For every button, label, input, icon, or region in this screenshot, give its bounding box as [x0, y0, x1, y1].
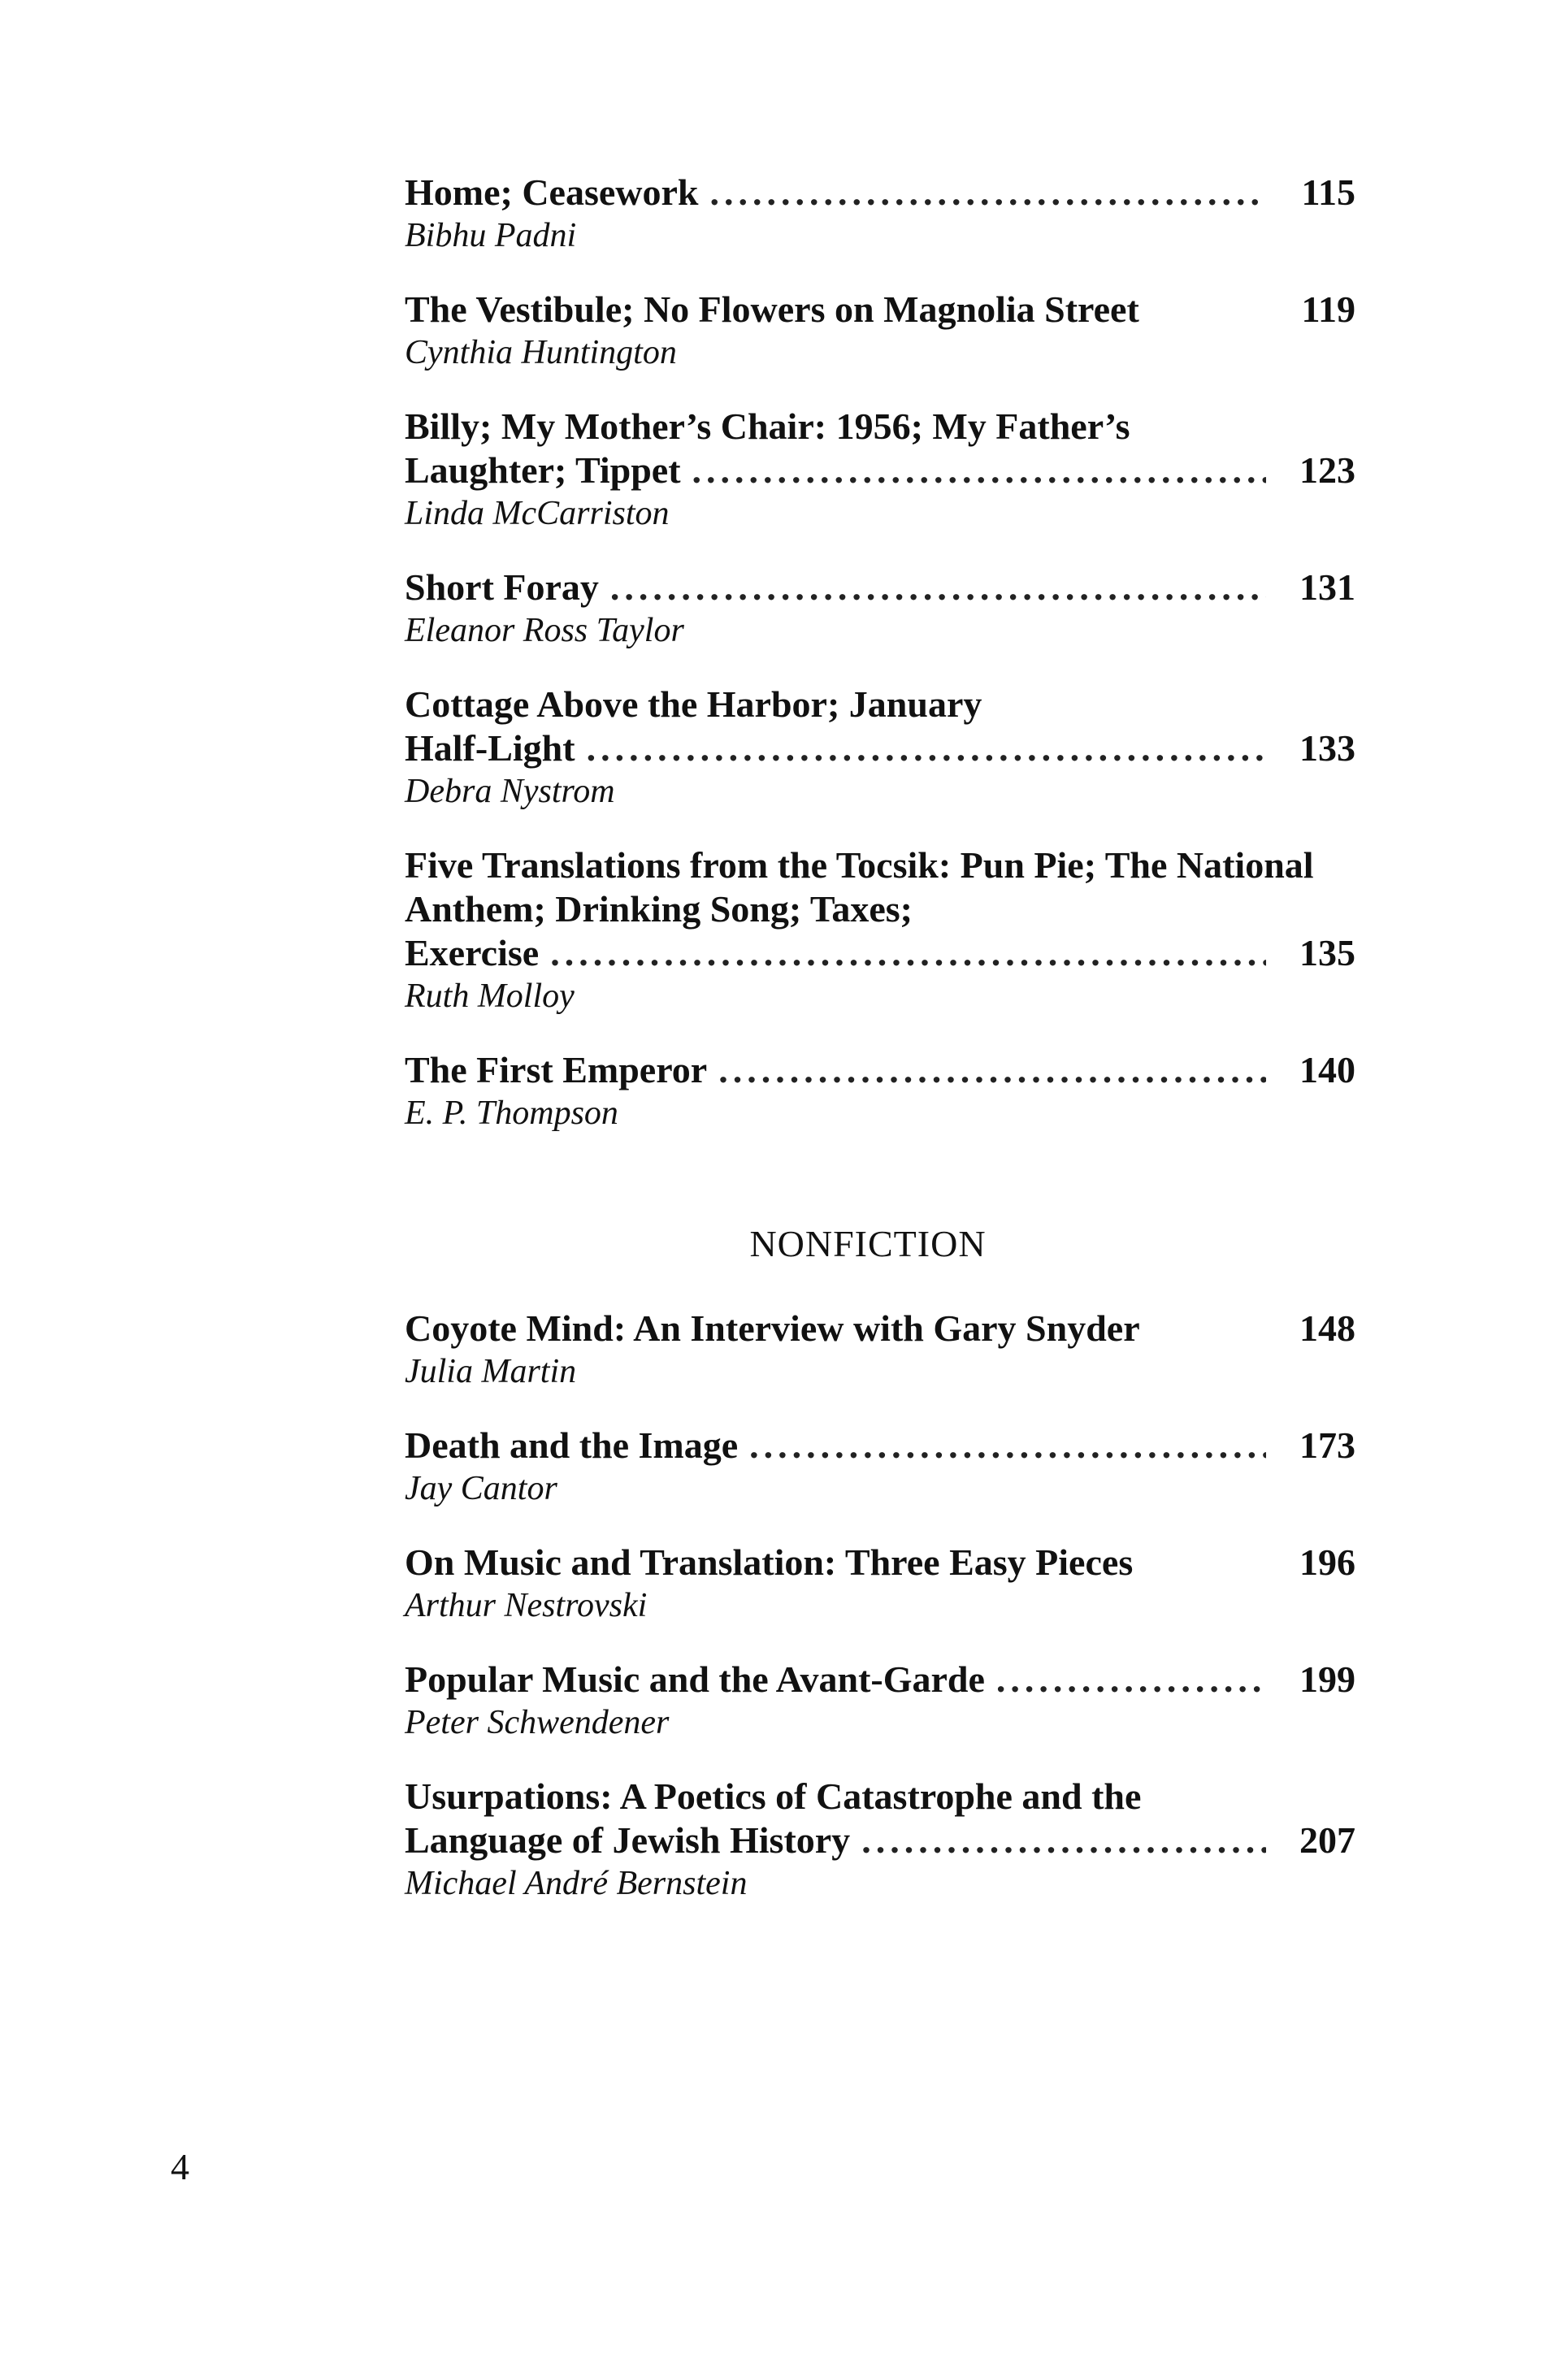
toc-entry [405, 288, 1355, 374]
entry-title: Short Foray [405, 566, 599, 608]
entry-title: Laughter; Tippet [405, 449, 681, 491]
entry-title: Language of Jewish History [405, 1819, 851, 1861]
entry-title: Death and the Image [405, 1424, 739, 1466]
entry-page-number: 135 [1299, 932, 1355, 973]
entry-page-number: 119 [1301, 288, 1355, 330]
entry-title: Half-Light [405, 727, 575, 769]
entry-author: Arthur Nestrovski [405, 1587, 648, 1624]
entry-title-row [405, 1819, 1355, 1862]
poetry-entries [405, 171, 1355, 1134]
toc-entry [405, 171, 1355, 257]
dot-leader [710, 171, 1266, 215]
entry-page-number: 115 [1301, 171, 1355, 213]
entry-title-row [405, 1048, 1355, 1092]
entry-author: Cynthia Huntington [405, 334, 677, 371]
entry-title-row [405, 566, 1355, 609]
toc-entry [405, 1307, 1355, 1393]
entry-title: On Music and Translation: Three Easy Pieces [405, 1541, 1134, 1583]
entry-title: Home; Ceasework [405, 171, 699, 213]
toc-entry [405, 566, 1355, 652]
entry-title-row [405, 171, 1355, 215]
entry-title-row [405, 288, 1355, 332]
toc-entry [405, 843, 1355, 1017]
dot-leader [749, 1424, 1266, 1467]
entry-author: Jay Cantor [405, 1470, 557, 1507]
entry-page-number: 199 [1299, 1658, 1355, 1700]
entry-author: Peter Schwendener [405, 1704, 670, 1741]
entry-title-lead: Usurpations: A Poetics of Catastrophe and the [405, 1775, 1142, 1817]
entry-title: The First Emperor [405, 1049, 708, 1090]
entry-author: Michael André Bernstein [405, 1865, 748, 1902]
dot-leader [996, 1658, 1266, 1702]
dot-leader [692, 449, 1266, 492]
toc-entry [405, 405, 1355, 535]
entry-title-row [405, 726, 1355, 770]
toc-entry [405, 1658, 1355, 1744]
toc-entry [405, 1048, 1355, 1134]
entry-page-number: 133 [1299, 727, 1355, 769]
section-heading-nonfiction: NONFICTION [749, 1223, 987, 1264]
entry-title-lead: Cottage Above the Harbor; January [405, 683, 982, 725]
toc-entry [405, 1775, 1355, 1905]
entry-page-number: 173 [1299, 1424, 1355, 1466]
entry-page-number: 148 [1299, 1307, 1355, 1349]
entry-title: Exercise [405, 932, 540, 973]
dot-leader [610, 566, 1266, 609]
entry-page-number: 196 [1299, 1541, 1355, 1583]
entry-author: Eleanor Ross Taylor [405, 612, 684, 649]
entry-page-number: 140 [1299, 1049, 1355, 1090]
dot-leader [550, 931, 1266, 975]
entry-title: Coyote Mind: An Interview with Gary Snyder [405, 1307, 1140, 1349]
entry-title-row [405, 1541, 1355, 1584]
entry-author: Linda McCarriston [405, 495, 670, 532]
entry-title-lead: Billy; My Mother’s Chair: 1956; My Father’s [405, 405, 1130, 447]
table-of-contents [405, 171, 1355, 1905]
entry-author: E. P. Thompson [405, 1095, 618, 1132]
toc-entry [405, 1541, 1355, 1627]
entry-title-row [405, 1307, 1355, 1350]
toc-entry [405, 683, 1355, 813]
entry-page-number: 131 [1299, 566, 1355, 608]
nonfiction-entries [405, 1307, 1355, 1905]
entry-author: Bibhu Padni [405, 217, 577, 254]
entry-author: Debra Nystrom [405, 773, 615, 810]
dot-leader [718, 1048, 1266, 1092]
entry-page-number: 123 [1299, 449, 1355, 491]
dot-leader [861, 1819, 1266, 1862]
entry-title-row [405, 931, 1355, 975]
page-number: 4 [171, 2146, 189, 2187]
entry-page-number: 207 [1299, 1819, 1355, 1861]
entry-author: Ruth Molloy [405, 978, 575, 1015]
entry-title: The Vestibule; No Flowers on Magnolia Street [405, 288, 1139, 330]
entry-title-lead: Five Translations from the Tocsik: Pun Pie; The National Anthem; Drinking Song; Taxes; [405, 844, 1314, 930]
entry-author: Julia Martin [405, 1353, 577, 1390]
entry-title-row [405, 449, 1355, 492]
entry-title-row [405, 1658, 1355, 1702]
entry-title-row [405, 1424, 1355, 1467]
dot-leader [587, 726, 1266, 770]
entry-title: Popular Music and the Avant-Garde [405, 1658, 985, 1700]
toc-entry [405, 1424, 1355, 1510]
